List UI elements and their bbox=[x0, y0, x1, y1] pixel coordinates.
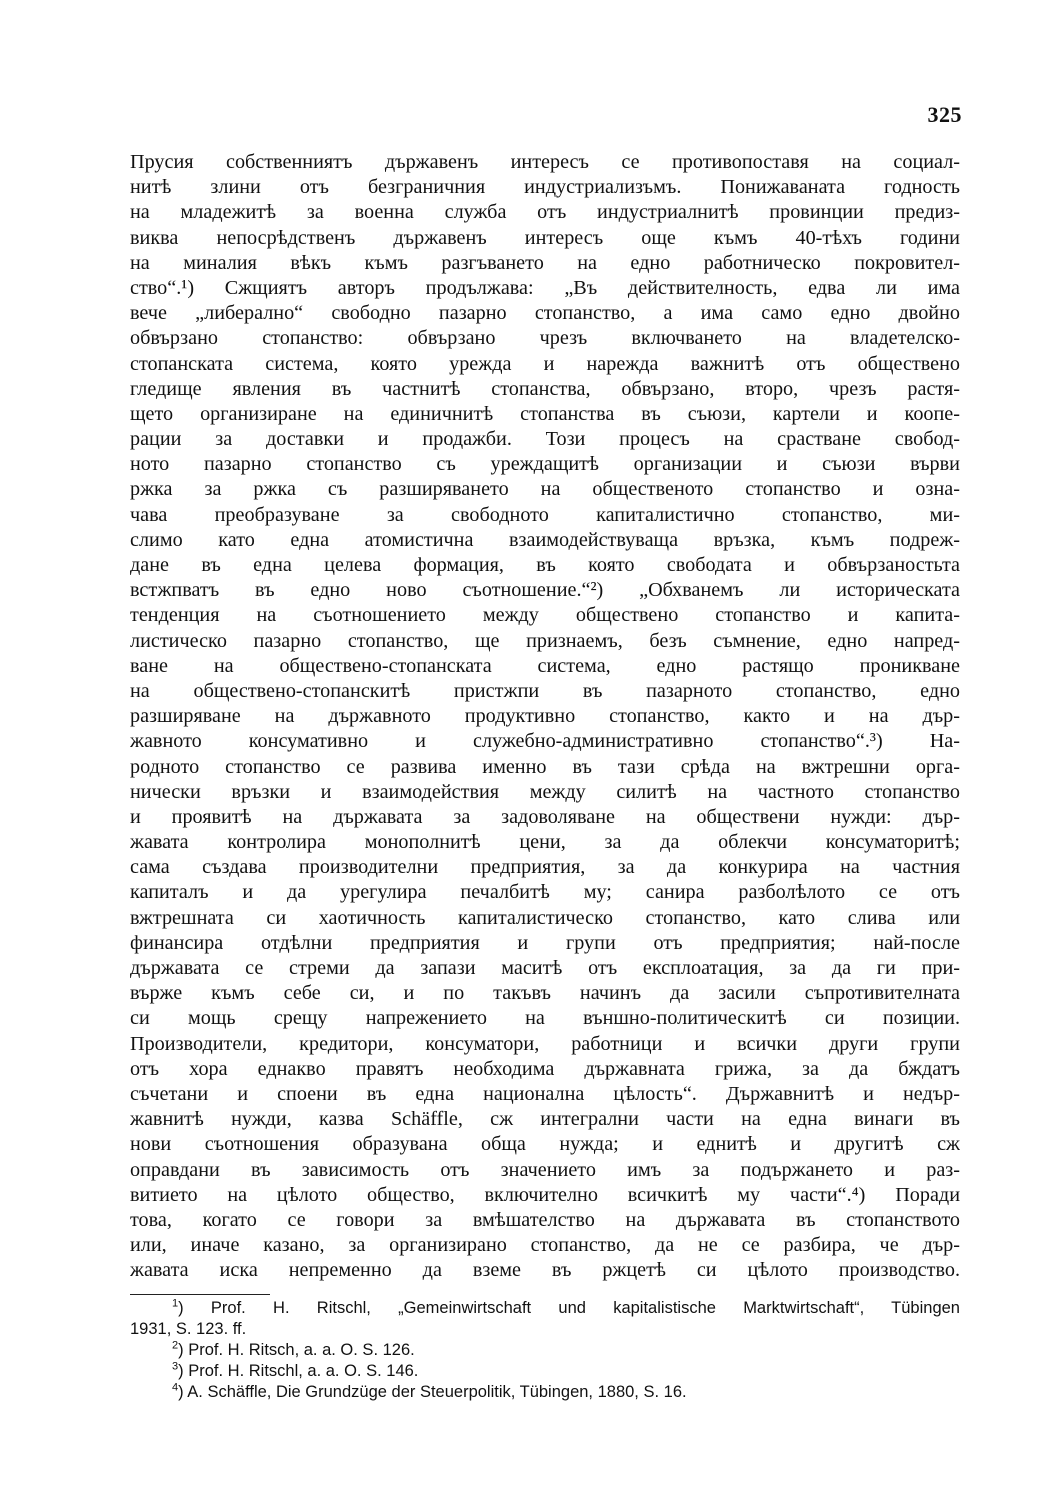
text-line: тенденция на съотношението между обществено стопанство и капита- bbox=[130, 604, 960, 627]
text-line: щето организиране на единичнитѣ стопанства въ съюзи, картели и коопе- bbox=[130, 402, 960, 425]
text-line: жавата контролира монополнитѣ цени, за да облекчи консуматоритѣ; bbox=[130, 831, 960, 854]
footnote-2-number: 2 bbox=[172, 1339, 179, 1352]
text-line: родното стопанство се развива именно въ тази срѣда на вжтрешни орга- bbox=[130, 755, 960, 778]
text-line: разширяване на държавното продуктивно стопанство, както и на дър- bbox=[130, 705, 960, 728]
text-line: слимо като една атомистична взаимодействуваща връзка, къмъ подреж- bbox=[130, 528, 960, 551]
text-line: нитѣ злини отъ безграничния индустриализъмъ. Понижаваната годность bbox=[130, 176, 960, 199]
text-line: стопанската система, която урежда и нарежда важнитѣ отъ обществено bbox=[130, 352, 960, 375]
text-line: нически връзки и взаимодействия между силитѣ на частното стопанство bbox=[130, 780, 960, 803]
footnote-1-continuation: 1931, S. 123. ff. bbox=[130, 1320, 247, 1338]
text-line: Производители, кредитори, консуматори, работници и всички други групи bbox=[130, 1032, 960, 1055]
footnote-2-text: Prof. H. Ritsch, a. a. O. S. 126. bbox=[188, 1341, 415, 1359]
text-line: Прусия собственниятъ държавенъ интересъ се противопоставя на социал- bbox=[130, 151, 960, 173]
footnote-3-number: 3 bbox=[172, 1360, 179, 1373]
text-line: вжтрешната си хаотичность капиталистическо стопанство, като слива или bbox=[130, 906, 960, 929]
text-line: дане въ една целева формация, въ която свободата и обвързаностьта bbox=[130, 554, 960, 576]
text-line: капиталъ и да урегулира печалбитѣ му; санира разболѣлото се отъ bbox=[130, 881, 960, 904]
text-line: встжпватъ въ едно ново съотношение.“²) „Обхванемъ ли историческата bbox=[130, 579, 960, 602]
text-line: рации за доставки и продажби. Този процесъ на срастване свобод- bbox=[130, 428, 960, 451]
text-line: обвързано стопанство: обвързано чрезъ включването на владетелско- bbox=[130, 327, 960, 350]
text-line: ване на обществено-стопанската система, едно растящо проникване bbox=[130, 654, 960, 677]
text-line: на миналия вѣкъ къмъ разгъването на едно работническо покровител- bbox=[130, 251, 960, 274]
footnote-4-number: 4 bbox=[172, 1381, 179, 1394]
footnote-2: $^2$) Prof. H. Ritsch, a. a. O. S. 126. bbox=[172, 1339, 415, 1359]
text-line: чава преобразуване за свободното капиталистично стопанство, ми- bbox=[130, 503, 960, 526]
text-line: ното пазарно стопанство съ уреждащитѣ организации и съюзи върви bbox=[130, 453, 960, 476]
footnote-4-text: A. Schäffle, Die Grundzüge der Steuerpolitik, Tübingen, 1880, S. 16. bbox=[187, 1383, 687, 1401]
text-line: жавнитѣ нужди, казва Schäffle, сж интегрални части на една винаги въ bbox=[130, 1108, 960, 1131]
text-line: вече „либерално“ свободно пазарно стопанство, а има само едно двойно bbox=[130, 302, 960, 325]
text-line: жавното консумативно и служебно-административно стопанство“.³) На- bbox=[130, 730, 960, 753]
footnote-1-text: Prof. H. Ritschl, „Gemeinwirtschaft und kapitalistische Marktwirtschaft“, Tübingen bbox=[210, 1299, 960, 1317]
text-line: ржка за ржка съ разширяването на общественото стопанство и озна- bbox=[130, 478, 960, 501]
page-number: 325 bbox=[927, 102, 962, 127]
footnote-3: $^3$) Prof. H. Ritschl, a. a. O. S. 146. bbox=[172, 1360, 419, 1380]
footnote-3-text: Prof. H. Ritschl, a. a. O. S. 146. bbox=[188, 1362, 419, 1380]
footnotes bbox=[130, 1298, 960, 1403]
footnote-4: $^4$) A. Schäffle, Die Grundzüge der Steuerpolitik, Tübingen, 1880, S. 16. bbox=[172, 1381, 687, 1401]
text-line: това, когато се говори за вмѣшателство на държавата въ стопанството bbox=[130, 1208, 960, 1231]
text-line: финансира отдѣлни предприятия и групи отъ предприятия; най-после bbox=[130, 931, 960, 954]
text-line: виква непосрѣдственъ държавенъ интересъ още къмъ 40-тѣхъ години bbox=[130, 226, 960, 249]
text-line: върже къмъ себе си, и по такъвъ начинъ да засили съпротивителната bbox=[130, 982, 960, 1005]
text-line: листическо пазарно стопанство, ще признаемъ, безъ съмнение, едно напред- bbox=[130, 629, 960, 652]
footnote-separator bbox=[130, 1294, 270, 1295]
footnote-1: $^1$) Prof. H. Ritschl, „Gemeinwirtschaft und kapitalistische Marktwirtschaft“, Tübingen bbox=[172, 1297, 960, 1317]
text-line: на младежитѣ за военна служба отъ индустриалнитѣ провинции предиз- bbox=[130, 201, 960, 224]
footnote-1-number: 1 bbox=[172, 1297, 179, 1310]
text-line: и проявитѣ на държавата за задоволяване на обществени нужди: дър- bbox=[130, 805, 960, 828]
text-line: съчетани и споени въ една национална цѣлость“. Държавнитѣ и недър- bbox=[130, 1082, 960, 1105]
text-line: ство“.¹) Сжщиятъ авторъ продължава: „Въ действителность, едва ли има bbox=[130, 276, 960, 299]
text-line: витието на цѣлото общество, включително всичкитѣ му части“.⁴) Поради bbox=[130, 1183, 960, 1206]
text-line: нови съотношения образувана обща нужда; и еднитѣ и другитѣ сж bbox=[130, 1133, 960, 1156]
text-line: или, иначе казано, за организирано стопанство, да не се разбира, че дър- bbox=[130, 1234, 960, 1257]
text-line: държавата се стреми да запази маситѣ отъ експлоатация, за да ги при- bbox=[130, 957, 960, 979]
text-line: оправдани въ зависимость отъ значението имъ за подържането и раз- bbox=[130, 1158, 960, 1181]
text-line: сама създава производителни предприятия, за да конкурира на частния bbox=[130, 856, 960, 879]
text-line: гледище явления въ частнитѣ стопанства, обвързано, второ, чрезъ растя- bbox=[130, 377, 960, 400]
text-line: си мощь срещу напрежението на външно-политическитѣ си позиции. bbox=[130, 1007, 960, 1030]
text-line: отъ хора еднакво правятъ необходима държавната грижа, за да бждатъ bbox=[130, 1057, 960, 1080]
text-line: на обществено-стопанскитѣ пристжпи въ пазарното стопанство, едно bbox=[130, 679, 960, 702]
text-line: жавата иска непременно да вземе въ ржцетѣ си цѣлото производство. bbox=[130, 1259, 960, 1282]
body-text bbox=[130, 150, 960, 1283]
